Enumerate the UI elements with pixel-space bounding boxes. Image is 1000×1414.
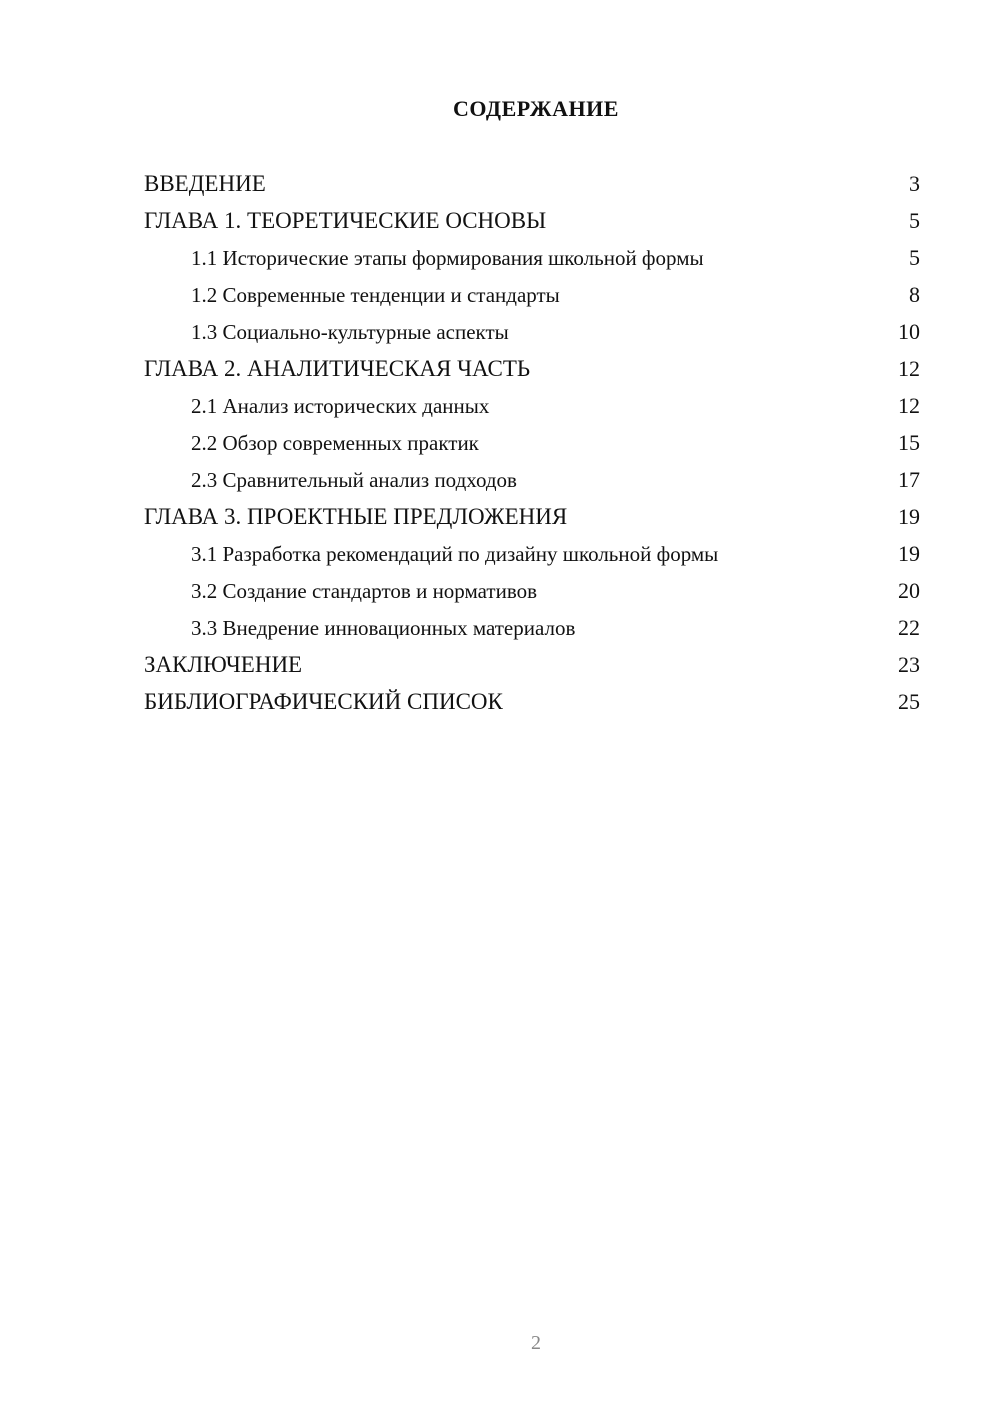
toc-entry-label: 1.1 Исторические этапы формирования школьной формы	[191, 246, 704, 270]
toc-entry-page: 23	[898, 652, 920, 677]
toc-entry-page: 12	[898, 356, 920, 381]
toc-entry-label: 2.1 Анализ исторических данных	[191, 394, 490, 418]
toc-entry-page: 22	[898, 615, 920, 640]
toc-entry-page: 8	[909, 282, 920, 307]
toc-entry-page: 19	[898, 541, 920, 566]
toc-subentry[interactable]	[144, 316, 920, 353]
page-number: 2	[531, 1332, 541, 1354]
toc-subentry[interactable]	[144, 464, 920, 501]
toc-subentry[interactable]	[144, 612, 920, 649]
toc-entry-label: ГЛАВА 1. ТЕОРЕТИЧЕСКИЕ ОСНОВЫ	[144, 208, 547, 233]
toc-subentry[interactable]	[144, 538, 920, 575]
toc-entry-page: 5	[909, 208, 920, 233]
toc-entry-label: 3.3 Внедрение инновационных материалов	[191, 616, 576, 640]
toc-entry-page: 19	[898, 504, 920, 529]
toc-subentry[interactable]	[144, 242, 920, 279]
toc-entry-page: 20	[898, 578, 920, 603]
toc-entry-label: 1.3 Социально-культурные аспекты	[191, 320, 509, 344]
toc-entry-label: 2.2 Обзор современных практик	[191, 431, 479, 455]
toc-entry[interactable]	[144, 649, 920, 686]
table-of-contents	[144, 168, 920, 723]
toc-entry-label: ГЛАВА 3. ПРОЕКТНЫЕ ПРЕДЛОЖЕНИЯ	[144, 504, 568, 529]
toc-entry-page: 15	[898, 430, 920, 455]
toc-entry-label: ГЛАВА 2. АНАЛИТИЧЕСКАЯ ЧАСТЬ	[144, 356, 531, 381]
toc-subentry[interactable]	[144, 390, 920, 427]
toc-entry-page: 3	[909, 171, 920, 196]
toc-entry-page: 17	[898, 467, 920, 492]
toc-entry-page: 12	[898, 393, 920, 418]
toc-entry-label: БИБЛИОГРАФИЧЕСКИЙ СПИСОК	[144, 689, 503, 714]
toc-entry[interactable]	[144, 353, 920, 390]
toc-entry[interactable]	[144, 205, 920, 242]
page-title: СОДЕРЖАНИЕ	[453, 96, 619, 121]
toc-entry[interactable]	[144, 168, 920, 205]
toc-entry[interactable]	[144, 686, 920, 723]
toc-entry-page: 10	[898, 319, 920, 344]
toc-subentry[interactable]	[144, 279, 920, 316]
toc-entry-label: 1.2 Современные тенденции и стандарты	[191, 283, 560, 307]
toc-entry-label: ВВЕДЕНИЕ	[144, 171, 266, 196]
toc-entry-label: ЗАКЛЮЧЕНИЕ	[144, 652, 303, 677]
toc-subentry[interactable]	[144, 427, 920, 464]
toc-entry-page: 5	[909, 245, 920, 270]
toc-subentry[interactable]	[144, 575, 920, 612]
toc-entry[interactable]	[144, 501, 920, 538]
toc-entry-label: 3.2 Создание стандартов и нормативов	[191, 579, 538, 603]
toc-entry-label: 2.3 Сравнительный анализ подходов	[191, 468, 517, 492]
toc-entry-label: 3.1 Разработка рекомендаций по дизайну школьной формы	[191, 542, 719, 566]
toc-entry-page: 25	[898, 689, 920, 714]
